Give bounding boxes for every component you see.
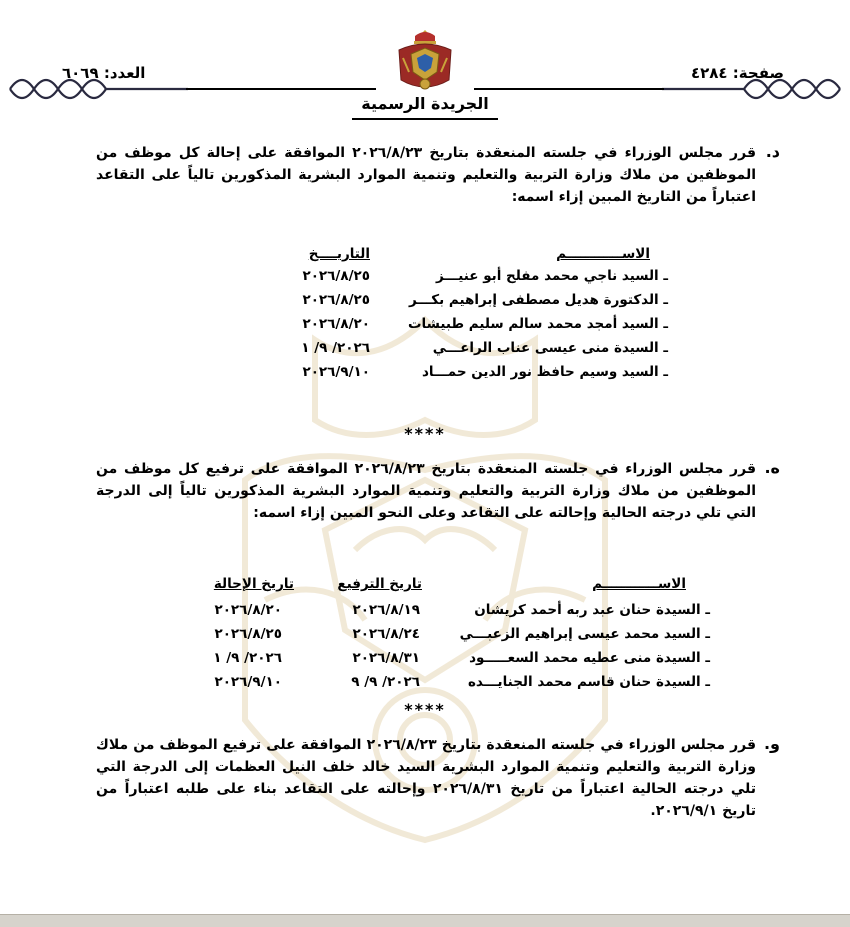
table-row-promotion-date: ٢٠٢٦/ ٩/ ٩ <box>351 674 420 690</box>
section-d-letter: د. <box>765 142 780 161</box>
table-row-promotion-date: ٢٠٢٦/٨/٣١ <box>352 650 420 666</box>
table-row-retirement-date: ٢٠٢٦/٩/١٠ <box>214 674 282 690</box>
section-separator: **** <box>404 424 446 443</box>
publication-title: الجريدة الرسمية <box>361 94 489 113</box>
section-w-text: قرر مجلس الوزراء في جلسته المنعقدة بتاريخ ٢٠٢٦/٨/٢٣ الموافقة على ترفيع الموظف من ملاك وزارة التربية والتعليم وتنمية الموارد البشرية السيد خالد خلف النيل العظمات إلى الدرجة التي تلي درجته الحالية اعتباراً من تاريخ ٢٠٢٦/٨/٣١ وإحالته على التقاعد بناء على طلبه اعتباراً من تاريخ ٢٠٢٦/٩/١. <box>96 737 757 819</box>
table-row-name: ـ السيد أمجد محمد سالم سليم طبيشات <box>407 316 668 332</box>
table-row-name: ـ السيدة منى عطيه محمد السعـــــود <box>469 650 710 666</box>
publication-title-underline <box>352 118 498 120</box>
section-h-table <box>0 576 850 696</box>
section-separator: **** <box>404 700 446 719</box>
viewer-bottom-scrollbar[interactable] <box>0 914 850 927</box>
col-promotion-header: تاريخ الترفيع <box>337 576 422 592</box>
table-row-name: ـ الدكتورة هديل مصطفى إبراهيم بكـــر <box>409 292 668 308</box>
table-row-name: ـ السيد ناجي محمد مفلح أبو عنيـــز <box>436 268 668 284</box>
table-row-date: ٢٠٢٦/٨/٢٥ <box>302 268 370 284</box>
table-row-date: ٢٠٢٦/٨/٢٠ <box>302 316 370 332</box>
table-row-date: ٢٠٢٦/٩/١٠ <box>302 364 370 380</box>
table-row-retirement-date: ٢٠٢٦/٨/٢٠ <box>214 602 282 618</box>
header-rule-right <box>474 88 664 90</box>
table-row-name: ـ السيدة حنان عبد ربه أحمد كريشان <box>474 602 710 618</box>
issue-number-label: العدد: ٦٠٦٩ <box>62 64 146 82</box>
coat-of-arms-icon <box>395 28 455 94</box>
header-rule-left <box>186 88 376 90</box>
table-row-retirement-date: ٢٠٢٦/ ٩/ ١ <box>213 650 282 666</box>
table-row-date: ٢٠٢٦/٨/٢٥ <box>302 292 370 308</box>
section-d-text: قرر مجلس الوزراء في جلسته المنعقدة بتاريخ ٢٠٢٦/٨/٢٣ الموافقة على إحالة كل موظف من الموظفين من ملاك وزارة التربية والتعليم وتنمية الموارد البشرية المذكورين تالياً على التقاعد اعتباراً من التاريخ المبين إزاء اسمه: <box>96 145 756 205</box>
table-row-name: ـ السيد محمد عيسى إبراهيم الزعبـــي <box>459 626 710 642</box>
table-row-date: ٢٠٢٦/ ٩/ ١ <box>301 340 370 356</box>
col-retirement-header: تاريخ الإحالة <box>213 576 294 592</box>
section-d-table <box>0 246 850 386</box>
col-name-header: الاســــــــــــم <box>592 576 686 592</box>
table-row-retirement-date: ٢٠٢٦/٨/٢٥ <box>214 626 282 642</box>
col-date-header: التاريــــخ <box>308 246 370 262</box>
section-h-text: قرر مجلس الوزراء في جلسته المنعقدة بتاريخ ٢٠٢٦/٨/٢٣ الموافقة على ترفيع كل موظف من الموظفين من ملاك وزارة التربية والتعليم وتنمية الموارد البشرية المذكورين تالياً إلى الدرجة التي تلي درجته الحالية وإحالته على التقاعد وعلى النحو المبين إزاء اسمه: <box>96 461 756 521</box>
table-row-name: ـ السيدة حنان قاسم محمد الجنايـــده <box>467 674 710 690</box>
page-number-label: صفحة: ٤٢٨٤ <box>690 64 784 82</box>
table-row-name: ـ السيدة منى عيسى عناب الراعـــي <box>432 340 668 356</box>
section-w-letter: و. <box>763 734 780 753</box>
section-h-letter: ه. <box>764 458 780 477</box>
table-row-name: ـ السيد وسيم حافظ نور الدين حمـــاد <box>421 364 668 380</box>
table-row-promotion-date: ٢٠٢٦/٨/٢٤ <box>352 626 420 642</box>
table-row-promotion-date: ٢٠٢٦/٨/١٩ <box>352 602 420 618</box>
col-name-header: الاســــــــــــم <box>556 246 650 262</box>
